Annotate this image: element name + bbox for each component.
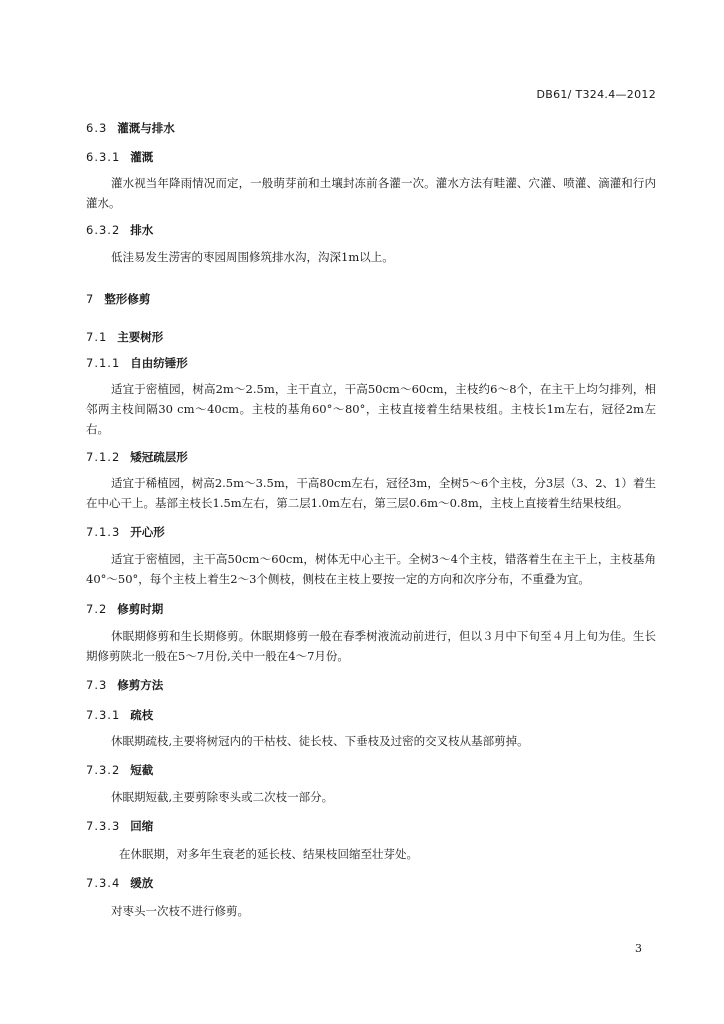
paragraph-7-2: 休眠期修剪和生长期修剪。休眠期修剪一般在春季树液流动前进行，但以３月中下旬至４月上旬为佳。生长期修剪陕北一般在5～7月份,关中一般在4～7月份。 xyxy=(86,629,656,663)
section-title: 自由纺锤形 xyxy=(130,356,188,370)
section-title: 灌溉 xyxy=(130,150,154,164)
section-heading-6-3-1 xyxy=(86,149,656,165)
section-heading-7 xyxy=(86,291,656,307)
section-title: 缓放 xyxy=(130,876,154,890)
section-heading-6-3-2 xyxy=(86,222,656,238)
section-heading-7-1 xyxy=(86,329,656,345)
section-number: 6.3.1 xyxy=(86,150,121,164)
section-title: 回缩 xyxy=(130,819,154,833)
paragraph-7-1-3: 适宜于密植园，主干高50cm～60cm，树体无中心主干。全树3～4个主枝，错落着生在主干上，主枝基角40°～50°，每个主枝上着生2～3个侧枝，侧枝在主枝上要按一定的方向和次序分布，不重叠为宜。 xyxy=(86,552,656,586)
section-heading-7-3-1 xyxy=(86,707,656,723)
section-number: 7.3.4 xyxy=(86,876,121,890)
paragraph-7-3-2: 休眠期短截,主要剪除枣头或二次枝一部分。 xyxy=(111,790,334,804)
section-title: 主要树形 xyxy=(117,330,164,344)
section-number: 7.3 xyxy=(86,678,108,692)
paragraph-7-3-1: 休眠期疏枝,主要将树冠内的干枯枝、徒长枝、下垂枝及过密的交叉枝从基部剪掉。 xyxy=(111,734,529,748)
document-code: DB61/ T324.4—2012 xyxy=(536,88,656,101)
paragraph-7-1-1: 适宜于密植园，树高2m～2.5m，主干直立，干高50cm～60cm，主枝约6～8个，在主干上均匀排列，相邻两主枝间隔30 cm～40cm。主枝的基角60°～80°，主枝直接着生结果枝组。主枝长1m左右，冠径2m左右。 xyxy=(86,382,656,436)
section-number: 7.3.3 xyxy=(86,819,121,833)
section-title: 开心形 xyxy=(130,525,165,539)
paragraph-7-1-2: 适宜于稀植园，树高2.5m～3.5m，干高80cm左右，冠径3m，全树5～6个主枝，分3层（3、2、1）着生在中心干上。基部主枝长1.5m左右，第二层1.0m左右，第三层0.6m～0.8m，主枝上直接着生结果枝组。 xyxy=(86,476,656,510)
paragraph-7-3-4: 对枣头一次枝不进行修剪。 xyxy=(111,904,249,918)
section-heading-7-3-3 xyxy=(86,818,656,834)
section-number: 7.3.1 xyxy=(86,708,121,722)
paragraph-6-3-1: 灌水视当年降雨情况而定，一般萌芽前和土壤封冻前各灌一次。灌水方法有畦灌、穴灌、喷灌、滴灌和行内灌水。 xyxy=(86,176,656,210)
section-heading-7-3-2 xyxy=(86,762,656,778)
section-title: 灌溉与排水 xyxy=(117,121,175,135)
paragraph-6-3-2: 低洼易发生涝害的枣园周围修筑排水沟，沟深1m以上。 xyxy=(111,250,394,264)
section-heading-7-1-2 xyxy=(86,449,656,465)
section-number: 7.1.1 xyxy=(86,356,121,370)
section-heading-7-1-1 xyxy=(86,355,656,371)
section-heading-7-3-4 xyxy=(86,875,656,891)
section-number: 7.3.2 xyxy=(86,763,121,777)
section-number: 7.1 xyxy=(86,330,108,344)
section-number: 6.3.2 xyxy=(86,223,121,237)
section-heading-7-3 xyxy=(86,677,656,693)
section-number: 7 xyxy=(86,292,95,306)
section-number: 7.2 xyxy=(86,602,108,616)
section-heading-6-3 xyxy=(86,120,656,136)
section-title: 修剪方法 xyxy=(117,678,164,692)
paragraph-7-3-3: 在休眠期，对多年生衰老的延长枝、结果枝回缩至壮芽处。 xyxy=(119,847,418,861)
section-title: 修剪时期 xyxy=(117,602,164,616)
page-number: 3 xyxy=(635,942,642,955)
section-title: 排水 xyxy=(130,223,154,237)
section-heading-7-1-3 xyxy=(86,524,656,540)
section-title: 矮冠疏层形 xyxy=(130,450,188,464)
section-title: 疏枝 xyxy=(130,708,154,722)
section-number: 7.1.3 xyxy=(86,525,121,539)
section-number: 6.3 xyxy=(86,121,108,135)
section-heading-7-2 xyxy=(86,601,656,617)
section-number: 7.1.2 xyxy=(86,450,121,464)
section-title: 整形修剪 xyxy=(104,292,151,306)
section-title: 短截 xyxy=(130,763,154,777)
